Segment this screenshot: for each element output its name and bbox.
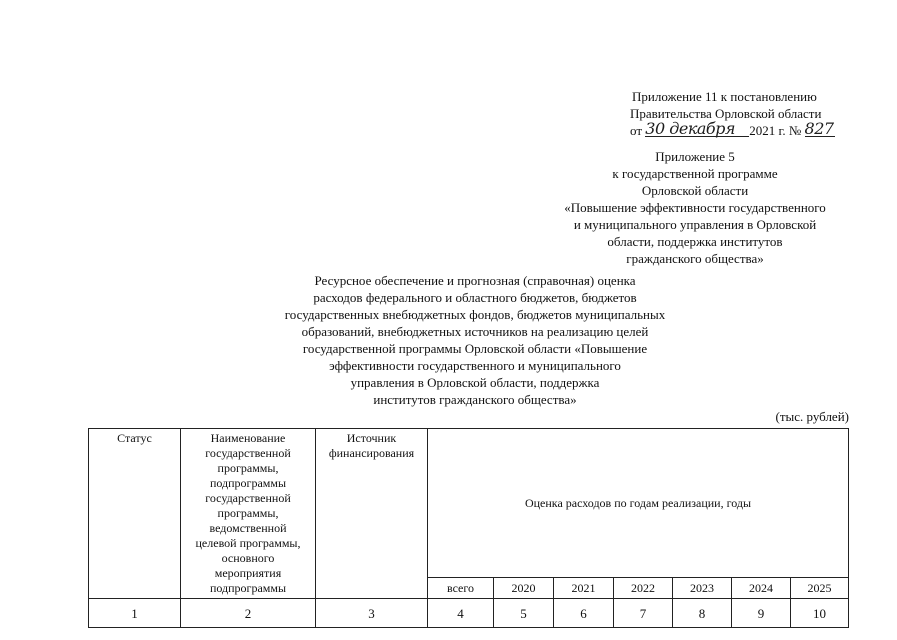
annex-line: и муниципального управления в Орловской [573,217,817,232]
column-number: 7 [614,599,673,628]
column-number: 4 [428,599,494,628]
column-number: 9 [732,599,791,628]
order-line-1: Приложение 11 к постановлению [632,89,817,104]
units-label: (тыс. рублей) [775,409,849,424]
header-name-line: основного [221,551,275,565]
title-line: расходов федерального и областного бюджетов, бюджетов [313,290,637,305]
resource-table [88,428,849,628]
header-name-line: Наименование [210,431,286,445]
header-name-line: ведомственной [209,521,287,535]
header-source-line: Источник [346,431,397,445]
order-reference [620,88,860,139]
header-year: 2020 [494,578,554,599]
header-name-line: программы, [217,506,279,520]
header-source [316,429,428,599]
column-number: 2 [181,599,316,628]
column-number: 3 [316,599,428,628]
order-line-3 [620,119,860,139]
title-line: образований, внебюджетных источников на реализацию целей [301,324,649,339]
header-years-group: Оценка расходов по годам реализации, годы [428,429,849,578]
handwritten-date: 30 декабря [645,122,749,137]
annex-line: гражданского общества» [626,251,764,266]
annex-line: к государственной программе [612,166,778,181]
header-year: 2022 [614,578,673,599]
column-number: 5 [494,599,554,628]
title-line: институтов гражданского общества» [373,392,577,407]
document-title [240,272,710,408]
header-year-total: всего [428,578,494,599]
header-year: 2021 [554,578,614,599]
column-number: 10 [791,599,849,628]
header-name-line: государственной [205,446,291,460]
annex-line: Приложение 5 [655,149,735,164]
title-line: государственной программы Орловской области «Повышение [302,341,648,356]
column-number: 6 [554,599,614,628]
header-year: 2023 [673,578,732,599]
header-year: 2024 [732,578,791,599]
annex-reference [540,148,850,267]
handwritten-order-number: 827 [804,119,834,138]
annex-line: Орловской области [641,183,749,198]
header-source-line: финансирования [328,446,415,460]
header-name [181,429,316,599]
column-number: 8 [673,599,732,628]
title-line: управления в Орловской области, поддержка [350,375,600,390]
order-line-2: Правительства Орловской области [630,106,822,121]
header-year: 2025 [791,578,849,599]
title-line: Ресурсное обеспечение и прогнозная (справочная) оценка [314,273,636,288]
header-name-line: государственной [205,491,291,505]
header-name-line: программы, [217,461,279,475]
annex-line: области, поддержка институтов [607,234,783,249]
title-line: государственных внебюджетных фондов, бюджетов муниципальных [284,307,666,322]
header-name-line: целевой программы, [195,536,301,550]
annex-line: «Повышение эффективности государственного [564,200,826,215]
header-name-line: подпрограммы [209,581,287,595]
header-name-line: мероприятия [214,566,282,580]
title-line: эффективности государственного и муниципального [329,358,621,373]
header-name-line: подпрограммы [209,476,287,490]
header-status: Статус [89,429,181,599]
order-year-text: 2021 г. № [749,123,802,138]
table-numbering-row [89,599,849,628]
column-number: 1 [89,599,181,628]
order-prefix: от [630,123,643,138]
table-header-row [89,429,849,578]
